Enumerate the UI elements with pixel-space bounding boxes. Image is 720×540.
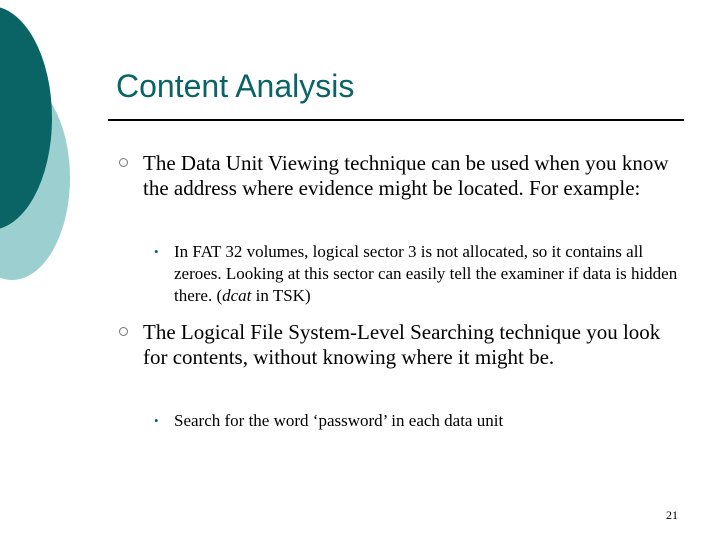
sub-bullet-icon: • [154, 244, 159, 259]
page-number: 21 [666, 508, 678, 522]
slide-title: Content Analysis [116, 68, 355, 104]
sub-bullet-text: In FAT 32 volumes, logical sector 3 is not allocated, so it contains all zeroes. Looking at this sector can easily tell the examiner if data is hidden there. ( [174, 242, 678, 305]
sub-bullet-icon: • [154, 413, 159, 428]
sub-bullet-text: Search for the word ‘password’ in each data unit [174, 411, 504, 430]
bullet-item [143, 320, 688, 370]
sub-bullet-text-tail: in TSK) [251, 286, 311, 305]
bullet-text: The Data Unit Viewing technique can be used when you know the address where evidence might be located. For example: [143, 151, 669, 200]
bullet-circle-icon [119, 327, 128, 336]
bullet-text: The Logical File System-Level Searching technique you look for contents, without knowing where it might be. [143, 320, 661, 369]
command-name: dcat [222, 286, 252, 305]
bullet-circle-icon [119, 158, 128, 167]
sub-bullet-item [154, 241, 689, 307]
bullet-item [143, 151, 688, 201]
sub-bullet-item [154, 410, 689, 432]
